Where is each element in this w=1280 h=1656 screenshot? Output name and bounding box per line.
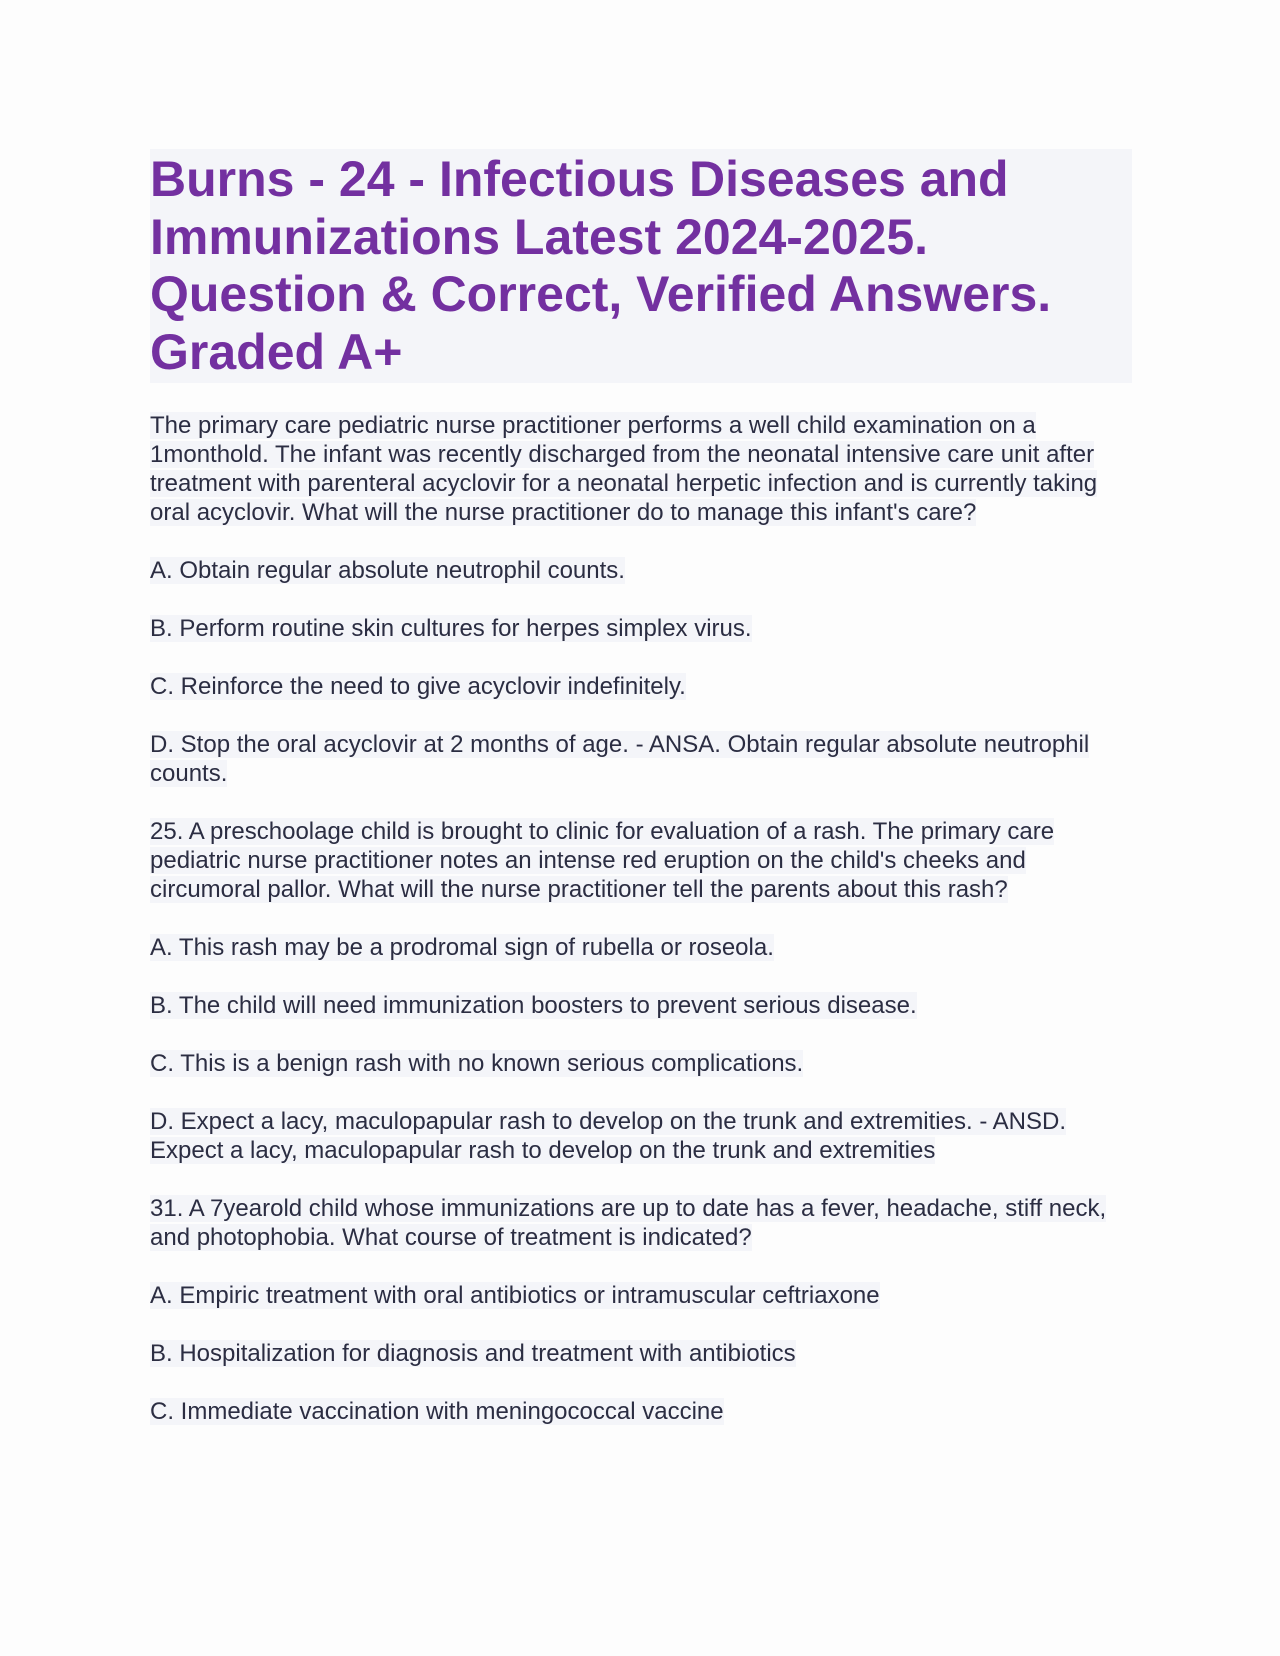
title-block	[150, 149, 1132, 383]
paragraph-text: B. Perform routine skin cultures for herpes simplex virus.	[150, 615, 752, 642]
q31-option-a	[150, 1281, 1140, 1310]
paragraph-text: D. Stop the oral acyclovir at 2 months of age. - ANSA. Obtain regular absolute neutrophil counts.	[150, 731, 1090, 787]
paragraph-text: C. Reinforce the need to give acyclovir indefinitely.	[150, 673, 686, 700]
paragraph-text: B. The child will need immunization boosters to prevent serious disease.	[150, 992, 917, 1019]
question-31-stem	[150, 1194, 1140, 1252]
paragraph-text: A. Obtain regular absolute neutrophil counts.	[150, 557, 625, 584]
q25-option-a	[150, 933, 1140, 962]
paragraph-text: D. Expect a lacy, maculopapular rash to develop on the trunk and extremities. - ANSD. Expect a lacy, maculopapular rash to develop on the trunk and extremities	[150, 1108, 1067, 1164]
paragraph-text: A. Empiric treatment with oral antibiotics or intramuscular ceftriaxone	[150, 1282, 880, 1309]
paragraph-text: B. Hospitalization for diagnosis and treatment with antibiotics	[150, 1340, 796, 1367]
document-body	[150, 411, 1140, 1426]
paragraph-text: 31. A 7yearold child whose immunizations are up to date has a fever, headache, stiff neck, and photophobia. What course of treatment is indicated?	[150, 1195, 1107, 1251]
question-24-stem	[150, 411, 1140, 527]
q24-option-c	[150, 672, 1140, 701]
q31-option-b	[150, 1339, 1140, 1368]
document-page	[150, 149, 1140, 1455]
q25-option-d-answer	[150, 1107, 1140, 1165]
paragraph-text: 25. A preschoolage child is brought to clinic for evaluation of a rash. The primary care pediatric nurse practitioner notes an intense red eruption on the child's cheeks and circumoral pallor. What will the nurse practitioner tell the parents about this rash?	[150, 818, 1055, 903]
paragraph-text: C. This is a benign rash with no known serious complications.	[150, 1050, 804, 1077]
q24-option-d-answer	[150, 730, 1140, 788]
q24-option-a	[150, 556, 1140, 585]
q25-option-c	[150, 1049, 1140, 1078]
question-25-stem	[150, 817, 1140, 904]
paragraph-text: A. This rash may be a prodromal sign of rubella or roseola.	[150, 934, 774, 961]
q24-option-b	[150, 614, 1140, 643]
q25-option-b	[150, 991, 1140, 1020]
document-title: Burns - 24 - Infectious Diseases and Immunizations Latest 2024-2025. Question & Correct, Verified Answers. Graded A+	[150, 151, 1052, 380]
paragraph-text: The primary care pediatric nurse practitioner performs a well child examination on a 1monthold. The infant was recently discharged from the neonatal intensive care unit after treatment with parenteral acyclovir for a neonatal herpetic infection and is currently taking oral acyclovir. What will the nurse practitioner do to manage this infant's care?	[150, 412, 1098, 526]
q31-option-c	[150, 1397, 1140, 1426]
paragraph-text: C. Immediate vaccination with meningococcal vaccine	[150, 1398, 724, 1425]
